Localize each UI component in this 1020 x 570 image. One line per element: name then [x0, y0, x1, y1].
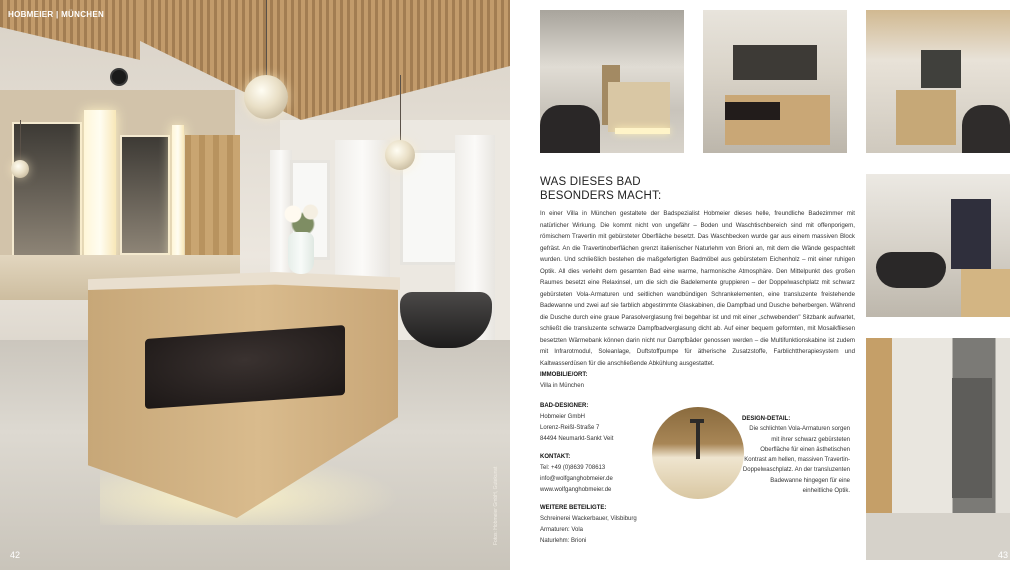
title-line: BESONDERS MACHT:: [540, 190, 662, 202]
info-label: BAD-DESIGNER:: [540, 403, 589, 409]
photo-shape: [540, 105, 600, 153]
page-number-right: 43: [997, 550, 1008, 560]
mirror: [12, 122, 82, 257]
photo-credit: Fotos: Hobmeier GmbH, Gutekunst: [493, 466, 499, 545]
photo-shape: [690, 419, 704, 423]
photo-shape: [608, 82, 670, 132]
pendant-cord: [266, 0, 267, 76]
design-detail: [742, 414, 850, 496]
photo-shape: [696, 419, 700, 459]
window: [400, 150, 460, 265]
mirror: [120, 135, 170, 255]
info-value: Schreinerei Wackerbauer, Vilsbiburg: [540, 516, 637, 522]
ceiling-speaker: [110, 68, 128, 86]
info-value: Hobmeier GmbH: [540, 414, 586, 420]
pendant-lamp: [244, 75, 288, 119]
photo-shape: [962, 105, 1010, 153]
article-body: In einer Villa in München gestaltete der Badspezialist Hobmeier dieses helle, freundliche Badezimmer mit natürlicher Wirkung. Die kommt nicht von ungefähr – Boden und Waschtischbereich sind mit offenporigem, römischem Travertin mit gebürsteter Oberfläche besetzt. Das Waschbecken wurde gar aus einem massiven Block gefräst. An die Travertinoberflächen grenzt italienischer Naturlehm von Brioni an, mit dem die Wände gespachtelt wurden. Und schließlich bestehen die maßgefertigten Badmöbel aus gebürstetem Eichenholz – mit einer ruhigen Optik. All dies verleiht dem gesamten Bad eine warme, harmonische Atmosphäre. Den Mittelpunkt des großen Raumes besetzt eine Relaxinsel, um die sich die Badelemente gruppieren – der Doppelwaschplatz mit schwarz gebürsteten Vola-Armaturen und seitlichen wandbündigen Schrankelementen, eine transluzente freistehende Badewanne und zwei auf sie farblich abgestimmte Glaskabinen, die Dampfbad und Dusche beherbergen. Während die Dusche durch eine graue Parasolverglasung frei begehbar ist und mit einer „schwebenden" Sitzbank aufwartet, schließt die transluzente schwarze Dampfbadverglasung dicht ab. Auf einer bequem geformten, mit Mosaikfliesen besetzten Wärmebank können darin nicht nur Dampfbäder genossen werden – die Multifunktionskabine ist zudem mit Infrarotmodul, Soleanlage, Duftstoffpumpe für ätherische Zusatzstoffe, Farblichttherapiesystem und Kaltwasserdüsen für die anschließende Abkühlung ausgestattet.: [540, 210, 855, 367]
article-title: [540, 175, 661, 203]
photo-shape: [733, 45, 817, 80]
photo-shape: [951, 199, 991, 269]
design-detail-label: DESIGN-DETAIL:: [742, 416, 791, 422]
info-block-partners: [540, 503, 680, 547]
wood-ceiling-left: [0, 0, 140, 60]
pendant-cord: [400, 75, 401, 141]
info-value: Tel: +49 (0)8639 708613: [540, 465, 606, 471]
info-label: IMMOBILIE/ORT:: [540, 372, 588, 378]
velvet-seat: [145, 325, 345, 409]
info-value: Naturlehm: Brioni: [540, 538, 587, 544]
info-block-property: [540, 370, 680, 392]
article-page: [510, 0, 1020, 570]
page-number-left: 42: [10, 550, 21, 560]
pendant-lamp: [385, 140, 415, 170]
info-label: WEITERE BETEILIGTE:: [540, 505, 607, 511]
pendant-lamp: [11, 160, 29, 178]
photo-shape: [876, 252, 946, 288]
info-value: Lorenz-Reißl-Straße 7: [540, 425, 600, 431]
photo-shape: [952, 378, 992, 498]
photo-shape: [866, 513, 1010, 560]
light-strip: [172, 125, 184, 265]
title-line: WAS DIESES BAD: [540, 176, 641, 188]
design-detail-text: Die schlichten Vola-Armaturen sorgen mit ihrer schwarz gebürsteten Oberfläche für einen ästhetischen Kontrast am hellen, massiven Travertin-Doppelwaschplatz. An der transluzenten Badewanne hingegen für eine einheitliche Optik.: [742, 426, 850, 495]
email-link[interactable]: info@wolfganghobmeier.de: [540, 476, 613, 482]
info-value: 84494 Neumarkt-Sankt Veit: [540, 436, 614, 442]
photo-shape: [615, 128, 670, 134]
photo-shape: [896, 90, 956, 145]
light-strip: [84, 110, 116, 260]
wood-cabinet: [185, 135, 240, 260]
thumbnail-photo-1: [540, 10, 684, 153]
design-detail-photo: [652, 407, 744, 499]
photo-shape: [961, 269, 1010, 317]
info-label: KONTAKT:: [540, 454, 571, 460]
thumbnail-photo-2: [703, 10, 847, 153]
photo-shape: [921, 50, 961, 88]
website-link[interactable]: www.wolfganghobmeier.de: [540, 487, 612, 493]
brand-tag: HOBMEIER | MÜNCHEN: [8, 10, 105, 19]
info-value: Villa in München: [540, 383, 584, 389]
glass-vase: [288, 232, 314, 274]
thumbnail-photo-4: [866, 174, 1010, 317]
photo-shape: [725, 102, 780, 120]
pendant-cord: [20, 120, 21, 160]
thumbnail-photo-5: [866, 338, 1010, 560]
info-value: Armaturen: Vola: [540, 527, 584, 533]
thumbnail-photo-3: [866, 10, 1010, 153]
